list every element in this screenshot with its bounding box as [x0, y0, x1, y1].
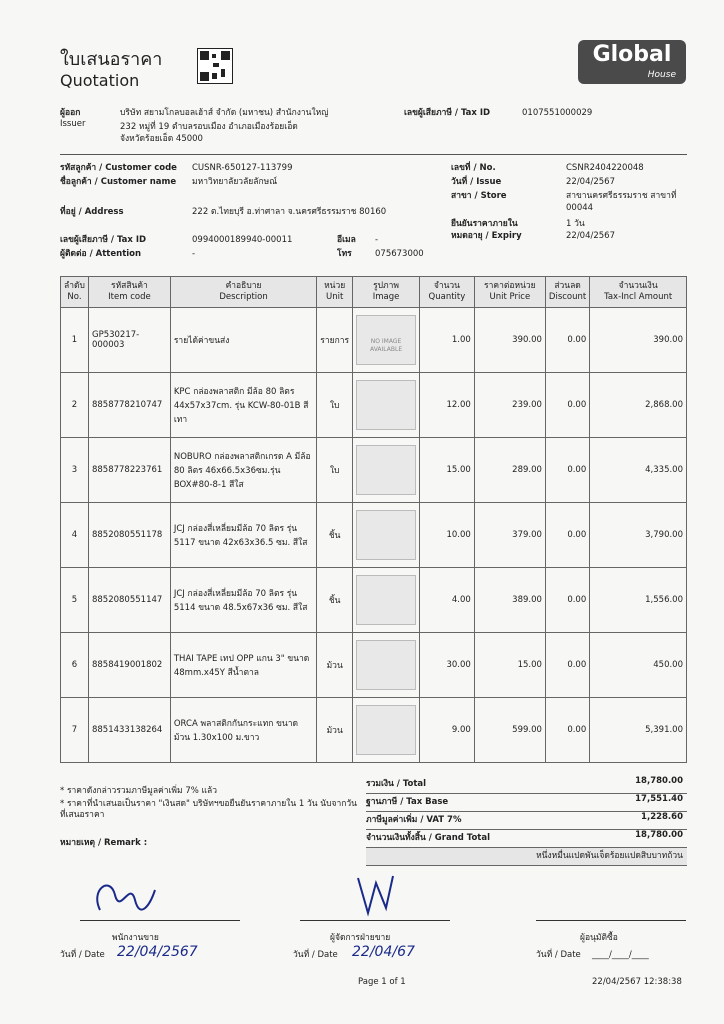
cell-disc: 0.00 — [545, 698, 589, 763]
header-no: ลำดับ No. — [61, 277, 89, 308]
cell-qty: 30.00 — [420, 633, 475, 698]
cell-desc: รายได้ค่าขนส่ง — [170, 308, 316, 373]
product-image — [356, 510, 416, 560]
cell-price: 289.00 — [474, 438, 545, 503]
cell-no: 3 — [61, 438, 89, 503]
customer-code: CUSNR-650127-113799 — [192, 163, 293, 173]
table-row — [61, 698, 687, 763]
issuer-name: บริษัท สยามโกลบอลเฮ้าส์ จำกัด (มหาชน) สำนักงานใหญ่ — [120, 108, 329, 118]
issuer-tax-label: เลขผู้เสียภาษี / Tax ID — [404, 108, 491, 118]
salesperson-signature — [90, 870, 160, 920]
phone-value: 075673000 — [375, 249, 424, 259]
header-image: รูปภาพ Image — [353, 277, 420, 308]
issuer-address-2: จังหวัดร้อยเอ็ด 45000 — [120, 134, 203, 144]
cell-no: 4 — [61, 503, 89, 568]
doc-no: CSNR2404220048 — [566, 163, 644, 173]
date-value-1: 22/04/2567 — [117, 944, 198, 960]
header-amount: จำนวนเงิน Tax-Incl Amount — [590, 277, 687, 308]
cell-amount: 5,391.00 — [590, 698, 687, 763]
store-name: สาขานครศรีธรรมราช สาขาที่ — [566, 191, 677, 201]
confirm-value: 1 วัน — [566, 219, 585, 229]
cell-no: 7 — [61, 698, 89, 763]
header-quantity: จำนวน Quantity — [420, 277, 475, 308]
cell-unit: ชิ้น — [317, 503, 353, 568]
product-image: NO IMAGE AVAILABLE — [356, 315, 416, 365]
product-image — [356, 640, 416, 690]
cell-disc: 0.00 — [545, 633, 589, 698]
cell-img — [353, 438, 420, 503]
cell-no: 1 — [61, 308, 89, 373]
cell-unit: ใบ — [317, 373, 353, 438]
header-item-code: รหัสสินค้า Item code — [88, 277, 170, 308]
header-unit: หน่วย Unit — [317, 277, 353, 308]
cell-code: 8858778210747 — [88, 373, 170, 438]
product-image — [356, 445, 416, 495]
phone-label: โทร — [337, 249, 352, 259]
customer-name-label: ชื่อลูกค้า / Customer name — [60, 177, 177, 187]
cell-amount: 450.00 — [590, 633, 687, 698]
issuer-label: ผู้ออก Issuer — [60, 108, 86, 129]
cell-img — [353, 503, 420, 568]
header-description: คำอธิบาย Description — [170, 277, 316, 308]
cell-amount: 1,556.00 — [590, 568, 687, 633]
items-table — [60, 276, 687, 763]
header-discount: ส่วนลด Discount — [545, 277, 589, 308]
expiry-label: หมดอายุ / Expiry — [451, 231, 522, 241]
product-image — [356, 575, 416, 625]
cell-code: 8852080551178 — [88, 503, 170, 568]
cell-desc: JCJ กล่องสี่เหลี่ยมมีล้อ 70 ลิตร รุ่น 5117 ขนาด 42x63x36.5 ซม. สีใส — [170, 503, 316, 568]
date-label-1: วันที่ / Date — [60, 950, 105, 960]
cell-code: 8851433138264 — [88, 698, 170, 763]
cell-qty: 10.00 — [420, 503, 475, 568]
cell-price: 15.00 — [474, 633, 545, 698]
cell-amount: 4,335.00 — [590, 438, 687, 503]
cell-img — [353, 568, 420, 633]
cell-unit: ใบ — [317, 438, 353, 503]
cell-price: 390.00 — [474, 308, 545, 373]
cell-qty: 4.00 — [420, 568, 475, 633]
cell-unit: ม้วน — [317, 698, 353, 763]
cell-desc: JCJ กล่องสี่เหลี่ยมมีล้อ 70 ลิตร รุ่น 5114 ขนาด 48.5x67x36 ซม. สีใส — [170, 568, 316, 633]
qr-code-icon — [197, 48, 233, 84]
attention-value: - — [192, 249, 196, 259]
cell-unit: รายการ — [317, 308, 353, 373]
cell-price: 239.00 — [474, 373, 545, 438]
customer-tax-id: 0994000189940-00011 — [192, 235, 293, 245]
customer-name: มหาวิทยาลัยวลัยลักษณ์ — [192, 177, 278, 187]
cell-price: 389.00 — [474, 568, 545, 633]
amount-in-words: หนึ่งหมื่นแปดพันเจ็ดร้อยแปดสิบบาทถ้วน — [366, 848, 687, 866]
issue-label: วันที่ / Issue — [451, 177, 502, 187]
cell-img — [353, 633, 420, 698]
cell-disc: 0.00 — [545, 503, 589, 568]
cell-disc: 0.00 — [545, 373, 589, 438]
grand-total-row: จำนวนเงินทั้งสิ้น / Grand Total 18,780.00 — [366, 830, 687, 848]
salesperson-label: พนักงานขาย — [112, 933, 159, 943]
cell-disc: 0.00 — [545, 568, 589, 633]
cell-img — [353, 698, 420, 763]
cell-qty: 12.00 — [420, 373, 475, 438]
confirm-label: ยืนยันราคาภายใน — [451, 219, 518, 229]
approver-label: ผู้อนุมัติซื้อ — [580, 933, 618, 943]
date-label-3: วันที่ / Date — [536, 950, 581, 960]
customer-address-label: ที่อยู่ / Address — [60, 207, 124, 217]
cell-desc: ORCA พลาสติกกันกระแทก ขนาดม้วน 1.30x100 ม.ขาว — [170, 698, 316, 763]
cell-img — [353, 373, 420, 438]
cell-disc: 0.00 — [545, 308, 589, 373]
cell-img — [353, 308, 420, 373]
issuer-tax-id: 0107551000029 — [522, 108, 593, 118]
table-row — [61, 308, 687, 373]
cell-code: GP530217-000003 — [88, 308, 170, 373]
cell-amount: 2,868.00 — [590, 373, 687, 438]
total-row: รวมเงิน / Total 18,780.00 — [366, 776, 687, 794]
email-value: - — [375, 235, 379, 245]
store-label: สาขา / Store — [451, 191, 507, 201]
cell-price: 599.00 — [474, 698, 545, 763]
cell-unit: ม้วน — [317, 633, 353, 698]
cell-unit: ชิ้น — [317, 568, 353, 633]
title-english: Quotation — [60, 71, 140, 90]
remark-label: หมายเหตุ / Remark : — [60, 838, 148, 848]
vat-row: ภาษีมูลค่าเพิ่ม / VAT 7% 1,228.60 — [366, 812, 687, 830]
product-image — [356, 705, 416, 755]
product-image — [356, 380, 416, 430]
cell-code: 8852080551147 — [88, 568, 170, 633]
cell-desc: NOBURO กล่องพลาสติกเกรด A มีล้อ 80 ลิตร 46x66.5x36ซม.รุ่น BOX#80-8-1 สีใส — [170, 438, 316, 503]
date-value-3: ____/____/____ — [592, 950, 649, 960]
note-cash: * ราคาที่นำเสนอเป็นราคา "เงินสด" บริษัทฯขอยืนยันราคาภายใน 1 วัน นับจากวันที่เสนอราคา — [60, 799, 357, 820]
sales-manager-label: ผู้จัดการฝ่ายขาย — [330, 933, 391, 943]
cell-amount: 3,790.00 — [590, 503, 687, 568]
tax-base-row: ฐานภาษี / Tax Base 17,551.40 — [366, 794, 687, 812]
email-label: อีเมล — [337, 235, 356, 245]
totals-box — [366, 776, 687, 866]
cell-desc: THAI TAPE เทป OPP แกน 3" ขนาด 48mm.x45Y สีน้ำตาล — [170, 633, 316, 698]
table-row — [61, 568, 687, 633]
expiry-date: 22/04/2567 — [566, 231, 615, 241]
cell-code: 8858419001802 — [88, 633, 170, 698]
manager-signature — [348, 868, 398, 918]
table-header — [61, 277, 687, 308]
title-thai: ใบเสนอราคา — [60, 49, 163, 70]
date-value-2: 22/04/67 — [352, 944, 415, 960]
header-unit-price: ราคาต่อหน่วย Unit Price — [474, 277, 545, 308]
cell-price: 379.00 — [474, 503, 545, 568]
table-row — [61, 373, 687, 438]
customer-code-label: รหัสลูกค้า / Customer code — [60, 163, 177, 173]
cell-desc: KPC กล่องพลาสติก มีล้อ 80 ลิตร 44x57x37cm. รุ่น KCW-80-01B สีเทา — [170, 373, 316, 438]
store-number: 00044 — [566, 203, 594, 213]
cell-no: 6 — [61, 633, 89, 698]
issue-date: 22/04/2567 — [566, 177, 615, 187]
cell-no: 5 — [61, 568, 89, 633]
table-row — [61, 633, 687, 698]
note-vat: * ราคาดังกล่าวรวมภาษีมูลค่าเพิ่ม 7% แล้ว — [60, 786, 217, 796]
page-number: Page 1 of 1 — [358, 977, 406, 987]
cell-qty: 9.00 — [420, 698, 475, 763]
cell-qty: 15.00 — [420, 438, 475, 503]
attention-label: ผู้ติดต่อ / Attention — [60, 249, 142, 259]
cell-disc: 0.00 — [545, 438, 589, 503]
cell-amount: 390.00 — [590, 308, 687, 373]
customer-address: 222 ต.ไทยบุรี อ.ท่าศาลา จ.นครศรีธรรมราช 80160 — [192, 207, 387, 217]
customer-tax-label: เลขผู้เสียภาษี / Tax ID — [60, 235, 147, 245]
cell-qty: 1.00 — [420, 308, 475, 373]
global-house-logo: Global House — [578, 40, 686, 84]
cell-no: 2 — [61, 373, 89, 438]
cell-code: 8858778223761 — [88, 438, 170, 503]
table-row — [61, 503, 687, 568]
issuer-address-1: 232 หมู่ที่ 19 ตำบลรอบเมือง อำเภอเมืองร้อยเอ็ด — [120, 122, 298, 132]
printed-timestamp: 22/04/2567 12:38:38 — [592, 977, 682, 987]
table-row — [61, 438, 687, 503]
doc-no-label: เลขที่ / No. — [451, 163, 496, 173]
date-label-2: วันที่ / Date — [293, 950, 338, 960]
